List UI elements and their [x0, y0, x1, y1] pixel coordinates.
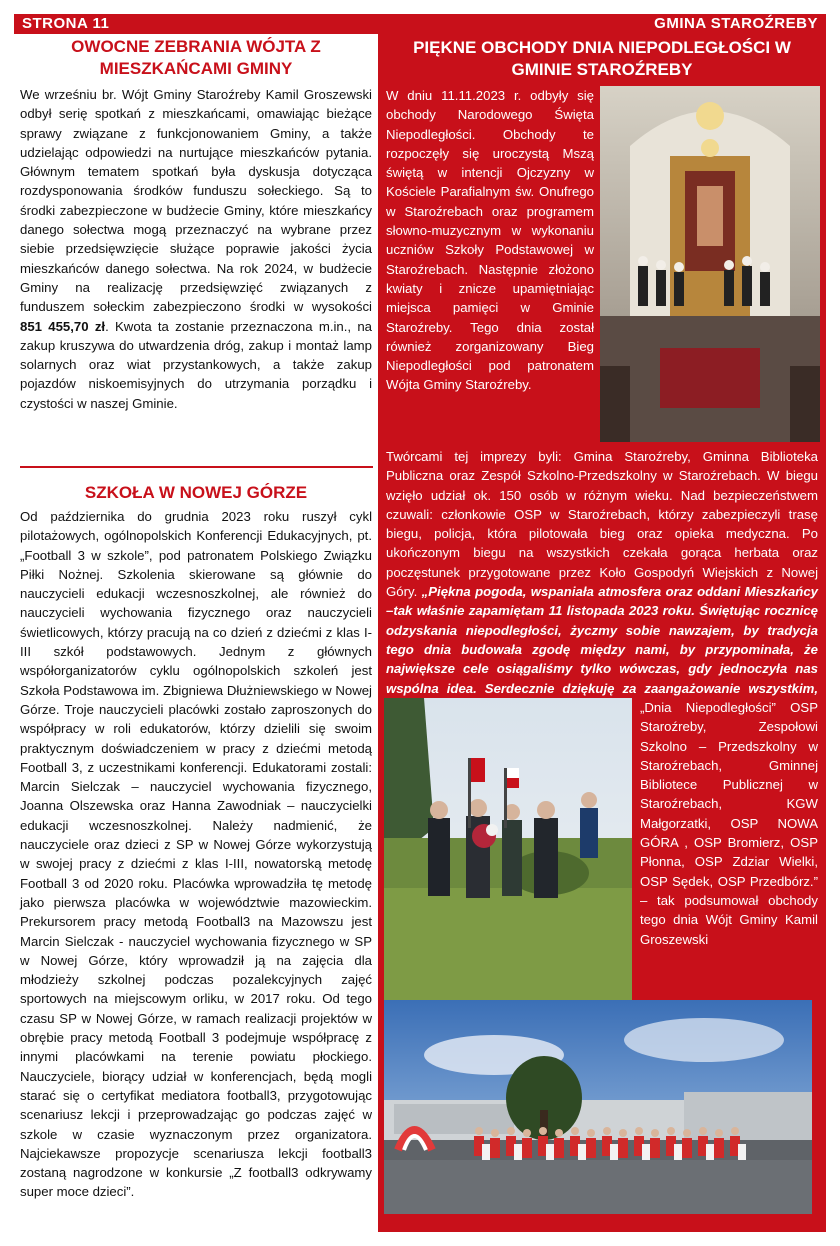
- run-participants-image: [384, 1000, 812, 1214]
- page-number: STRONA 11: [22, 15, 110, 32]
- wreath-ceremony-photo: [384, 698, 632, 1010]
- article-school: [20, 482, 372, 1202]
- run-participants-photo: [384, 1000, 812, 1214]
- section-divider: [20, 466, 373, 468]
- article-independence-title: PIĘKNE OBCHODY DNIA NIEPODLEGŁOŚCI W GMINIE STAROŹREBY: [413, 38, 791, 79]
- article-meetings-body: We wrześniu br. Wójt Gminy Staroźreby Kamil Groszewski odbył serię spotkań z mieszkańcami, omawiając bieżące sprawy związane z funkcjonowaniem Gminy, a także udzielając odpowiedzi na nurtujące mieszkańców pytania. Głównym tematem spotkań była dyskusja dotycząca rozdysponowania środków funduszu sołeckiego. Są to środki zabezpieczone w budżecie Gminy, które mieszkańcy danego sołectwa mogą przeznaczyć na wybrane przez siebie przedsięwzięcie służące poprawie jakości życia mieszkańców danego sołectwa. Na rok 2024, w budżecie Gminy na realizację przedsięwzięć związanych z funduszem sołeckim zabezpieczono środki w wysokości 851 455,70 zł. Kwota ta zostanie przeznaczona m.in., na zakup kruszywa do utwardzenia dróg, zakup i montaż lamp solarnych oraz wiat przystankowych, a także zakup pojazdów niskoemisyjnych do utrzymania porządku i czystości w naszej Gminie.: [20, 87, 372, 411]
- article-independence-intro: W dniu 11.11.2023 r. odbyły się obchody Narodowego Święta Niepodległości. Obchody te rozpoczęły się uroczystą Mszą świętą w intencji Ojczyzny w Kościele Parafialnym św. Onufrego w Staroźrebach oraz programem słowno-muzycznym w wykonaniu uczniów Szkoły Podstawowej w Staroźrebach. Następnie złożono kwiaty i znicze upamiętniając miejsca pamięci w Gminie Staroźreby. Tego dnia został również zorganizowany Bieg Niepodległości pod patronatem Wójta Gminy Staroźreby.: [386, 88, 594, 393]
- article-independence-day: [378, 34, 826, 1232]
- municipality-name: GMINA STAROŹREBY: [654, 15, 818, 32]
- article-independence-run: Twórcami tej imprezy byli: Gmina Staroźreby, Gminna Biblioteka Publiczna oraz Zespół Szkolno-Przedszkolny w Staroźrebach. W biegu wzięło udział ok. 150 osób w różnym wieku. Nad bezpieczeństwem czuwali: członkowie OSP w Staroźrebach, którzy zabezpieczyli trasę biegu, policja, która pilotowała bieg oraz opieka medyczna. Po ukończonym biegu na wszystkich czekała gorąca herbata oraz poczęstunek przygotowane przez Koło Gospodyń Wiejskich z Nowej Góry. „Piękna pogoda, wspaniała atmosfera oraz oddani Mieszkańcy –tak właśnie zapamiętam 11 listopada 2023 roku. Świętując rocznicę odzyskania niepodległości, życzmy sobie nawzajem, by tradycja tego dnia budowała zgodę między nami, by przypominała, że największe cele osiągaliśmy tylko wówczas, gdy jednoczyła nas wspólna idea. Serdecznie dziękuję za zaangażowanie wszystkim,: [386, 449, 818, 696]
- wreath-ceremony-image: [384, 698, 632, 1010]
- article-meetings: [20, 36, 372, 413]
- article-school-body: Od października do grudnia 2023 roku ruszył cykl pilotażowych, ogólnopolskich Konferencji Edukacyjnych, pt. „Football 3 w szkole”, pod patronatem Polskiego Związku Piłki Nożnej. Szkolenia skierowane są głównie do nauczycieli edukacji wczesnoszkolnej, ale również do nauczycieli wychowania fizycznego oraz nauczycieli świetlicowych, którzy pracują na co dzień z dziećmi z klas I-III szkół podstawowych. Jednym z głównych współorganizatorów cyklu ogólnopolskich szkoleń jest Szkoła Podstawowa im. Zbigniewa Dłużniewskiego w Nowej Górze. Troje nauczycieli placówki zostało zaproszonych do współpracy w roli edukatorów, którzy dzielili się swoim praktycznym doświadczeniem w pracy z dziećmi metodą Football 3, z uczestnikami konferencji. Edukatorami zostali: Marcin Sielczak – nauczyciel wychowania fizycznego, Joanna Olszewska oraz Hanna Zawodniak – nauczycielki edukacji wczesnoszkolnej. Należy nadmienić, że nauczyciele oraz dzieci z SP w Nowej Górze wykorzystują w swojej pracy z dziećmi z klas I-III, nowatorską metodę Football 3 od 2020 roku. Placówka wprowadziła tę metodę jako pierwsza placówka w województwie mazowieckim. Prekursorem pracy metodą Football3 na Mazowszu jest Marcin Sielczak - nauczyciel wychowania fizycznego w SP w Nowej Górze, który wprowadził ją na zajęcia dla młodzieży szkolnej podczas pozalekcyjnych zajęć sportowych na miejscowym orliku, w 2017 roku. Od tego czasu SP w Nowej Górze, w ramach realizacji projektów w obrębie pracy metodą Football 3 podejmuje współpracę z innymi placówkami na terenie powiatu płockiego. Nauczyciele, biorący udział w konferencjach, będą mogli starać się o certyfikat mediatora football3, przygotowując scenariusz lekcji i przeprowadzając go podczas zajęć w szkole w czasie wyznaczonym przez organizatora. Najciekawsze propozycje scenariusza lekcji football3 zostaną nagrodzone w konkursie „Z football3 odkrywamy super moce dzieci”.: [20, 509, 372, 1200]
- church-photo: [600, 86, 820, 442]
- article-independence-thanks: „Dnia Niepodległości” OSP Staroźreby, Zespołowi Szkolno – Przedszkolny w Staroźrebach, Gminnej Bibliotece Publicznej w Staroźrebach, KGW Małgorzatki, OSP NOWA GÓRA , OSP Bromierz, OSP Płonna, OSP Zdziar Wielki, OSP Sędek, OSP Przedbórz.” – tak podsumował obchody tego dnia Wójt Gminy Kamil Groszewski: [640, 700, 818, 947]
- page-header-bar: [14, 14, 826, 34]
- article-meetings-title: OWOCNE ZEBRANIA WÓJTA Z MIESZKAŃCAMI GMINY: [71, 37, 321, 78]
- church-interior-image: [600, 86, 820, 442]
- article-school-title: SZKOŁA W NOWEJ GÓRZE: [84, 483, 308, 502]
- fund-amount: 851 455,70 zł: [20, 318, 106, 334]
